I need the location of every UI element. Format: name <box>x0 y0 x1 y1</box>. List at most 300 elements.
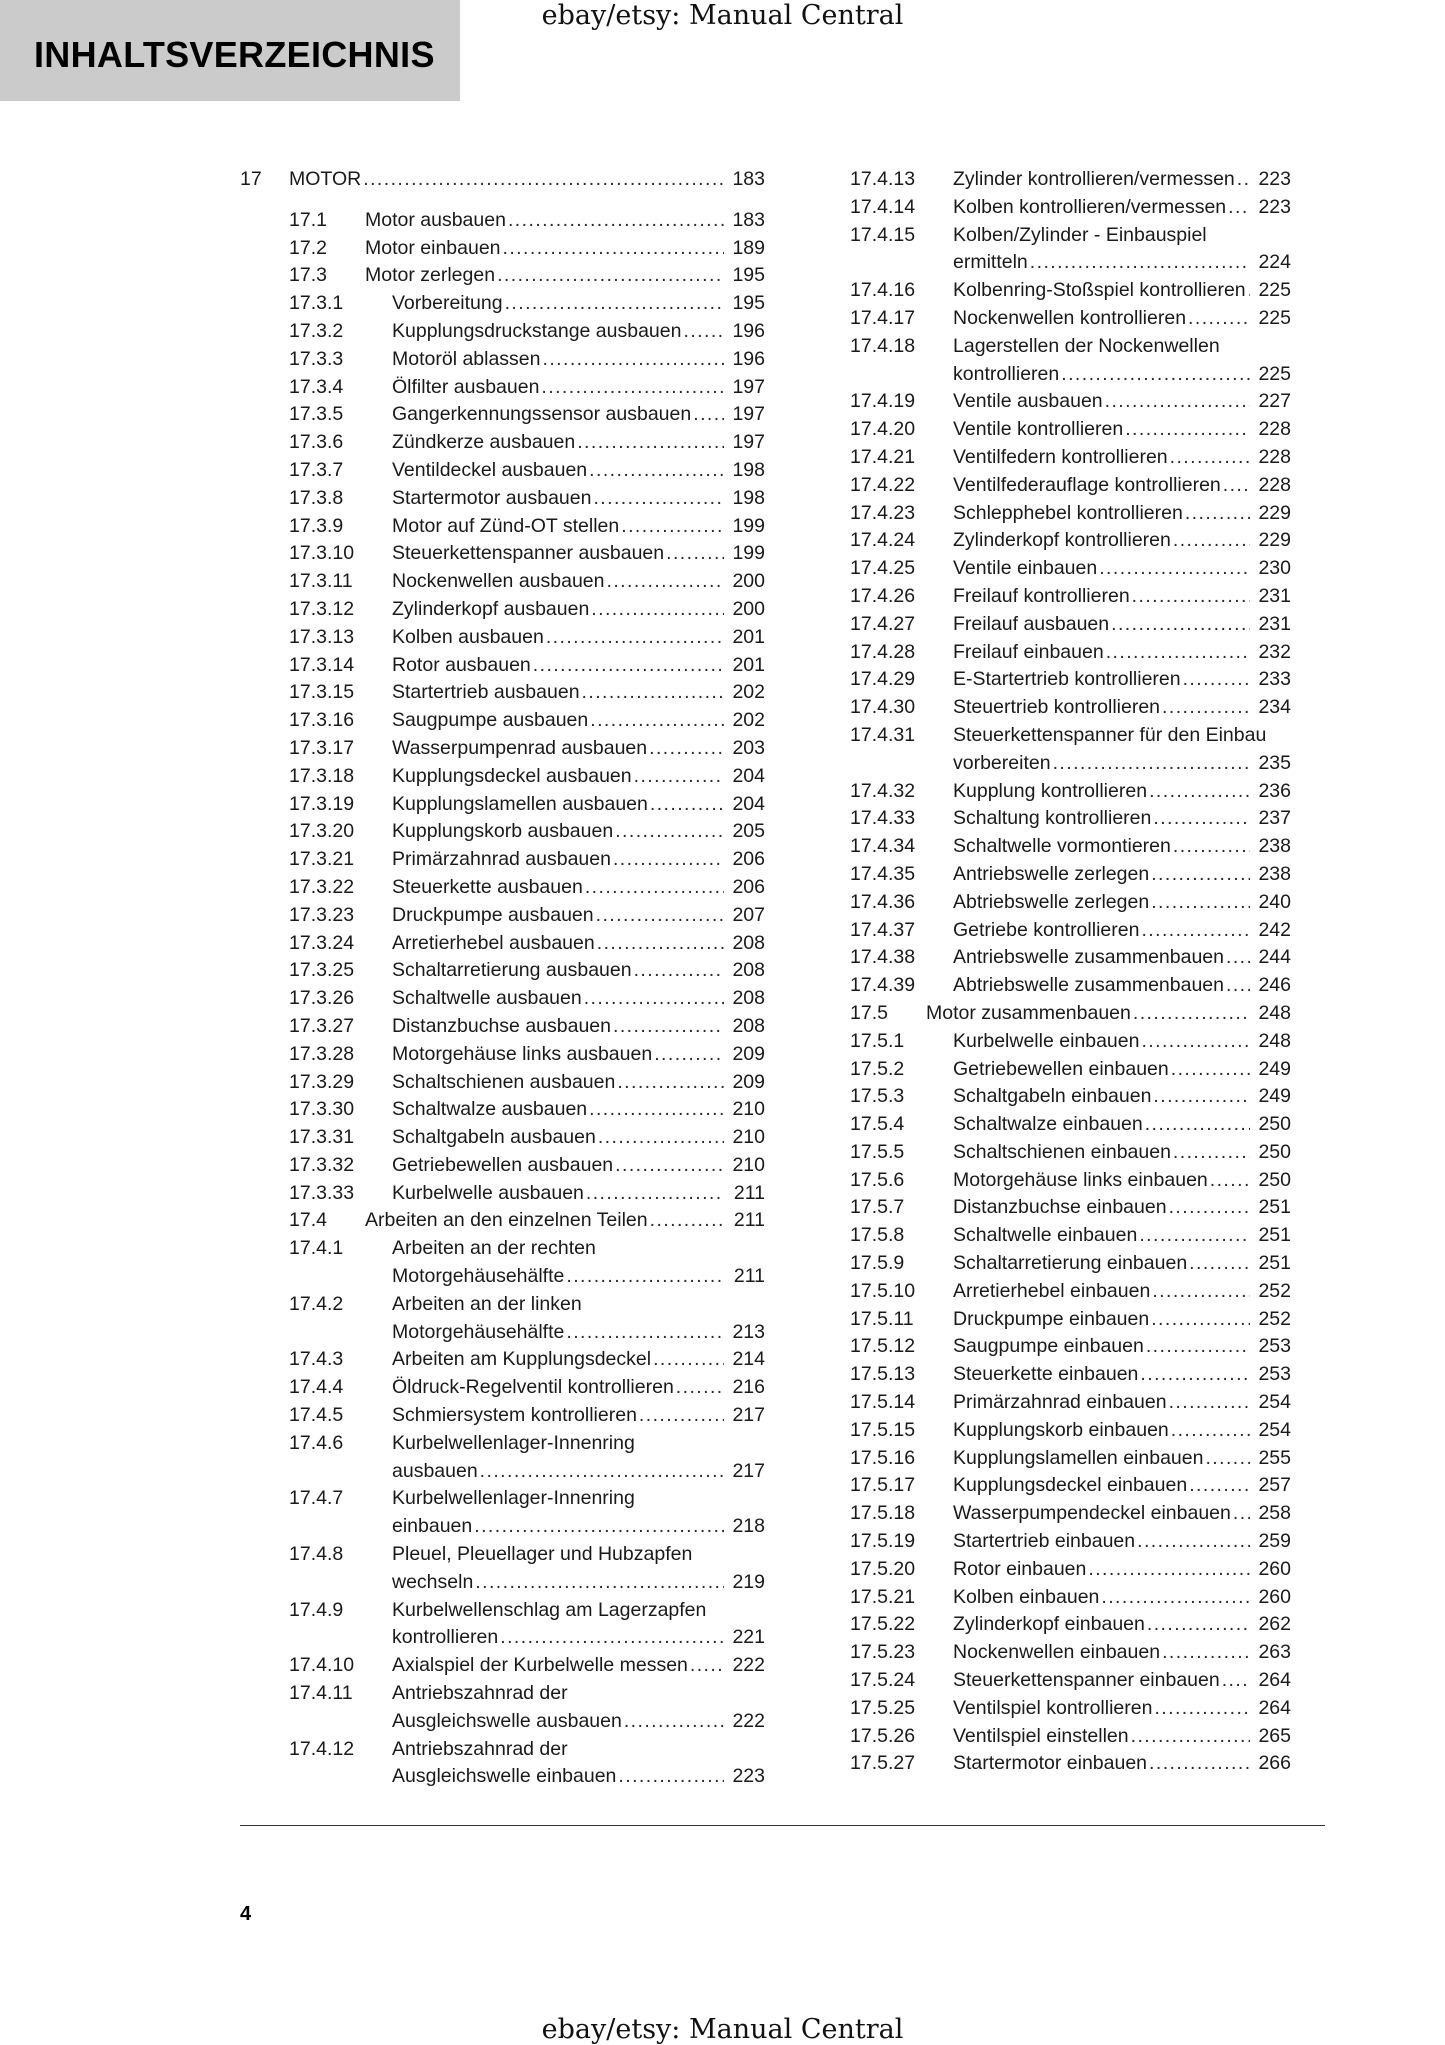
toc-entry-title: Ventilspiel kontrollieren <box>953 1696 1153 1719</box>
toc-entry-number: 17.3.5 <box>289 403 344 426</box>
toc-entry[interactable] <box>850 1611 1291 1639</box>
toc-entry-title: E-Startertrieb kontrollieren <box>953 668 1181 691</box>
toc-entry-last-line <box>392 985 765 1013</box>
dot-leader <box>639 1402 724 1430</box>
toc-entry[interactable] <box>240 818 765 846</box>
toc-entry[interactable] <box>240 1597 765 1653</box>
toc-entry-body <box>953 444 1291 472</box>
dot-leader <box>1151 889 1250 917</box>
toc-entry[interactable] <box>850 889 1291 917</box>
toc-entry[interactable] <box>850 1750 1291 1778</box>
toc-entry-title: Arbeiten an den einzelnen Teilen <box>365 1209 648 1232</box>
toc-entry[interactable] <box>240 1152 765 1180</box>
toc-entry-page: 208 <box>732 931 765 954</box>
toc-entry-last-line <box>365 1207 765 1235</box>
toc-entry-page: 237 <box>1258 807 1291 830</box>
toc-entry[interactable] <box>240 763 765 791</box>
toc-entry-page: 258 <box>1258 1502 1291 1525</box>
toc-entry[interactable] <box>850 1278 1291 1306</box>
toc-entry-page: 238 <box>1258 862 1291 885</box>
toc-entry-body <box>392 1430 765 1486</box>
toc-entry[interactable] <box>850 277 1291 305</box>
toc-entry[interactable] <box>850 1333 1291 1361</box>
dot-leader <box>693 401 724 429</box>
dot-leader <box>1105 388 1250 416</box>
toc-entry-title: Motor einbauen <box>365 236 501 259</box>
toc-entry-title: Axialspiel der Kurbelwelle messen <box>392 1654 688 1677</box>
dot-leader <box>546 624 724 652</box>
toc-entry-number: 17.3.33 <box>289 1181 355 1204</box>
toc-entry[interactable] <box>850 305 1291 333</box>
toc-entry[interactable] <box>850 1361 1291 1389</box>
toc-entry-number: 17.4.38 <box>850 946 916 969</box>
dot-leader <box>1088 1556 1250 1584</box>
toc-entry-number: 17.4.9 <box>289 1598 344 1621</box>
toc-entry-title: Druckpumpe ausbauen <box>392 903 594 926</box>
dot-leader <box>1106 639 1250 667</box>
toc-entry-page: 213 <box>732 1320 765 1343</box>
toc-entry[interactable] <box>850 1306 1291 1334</box>
dot-leader <box>1183 666 1250 694</box>
toc-entry[interactable] <box>850 1500 1291 1528</box>
toc-entry[interactable] <box>240 1069 765 1097</box>
toc-entry-page: 254 <box>1258 1418 1291 1441</box>
toc-entry-number: 17.5.8 <box>850 1224 905 1247</box>
toc-entry[interactable] <box>850 1695 1291 1723</box>
toc-entry-title-line: Kurbelwellenlager-Innenring <box>392 1487 635 1510</box>
toc-entry-title: Arbeiten am Kupplungsdeckel <box>392 1348 652 1371</box>
toc-entry-body <box>953 1584 1291 1612</box>
dot-leader <box>1149 778 1250 806</box>
toc-entry-last-line <box>953 1667 1291 1695</box>
toc-entry-page: 262 <box>1258 1613 1291 1636</box>
toc-entry-body <box>953 1445 1291 1473</box>
toc-entry-title: Öldruck-Regelventil kontrollieren <box>392 1376 674 1399</box>
toc-entry-title: Schaltarretierung einbauen <box>953 1252 1188 1275</box>
toc-entry-title: Kolben einbauen <box>953 1585 1100 1608</box>
toc-entry-body <box>365 235 765 263</box>
toc-entry-body <box>953 222 1291 278</box>
toc-entry-title: Antriebswelle zusammenbauen <box>953 946 1224 969</box>
toc-entry[interactable] <box>240 1541 765 1597</box>
toc-entry[interactable] <box>240 374 765 402</box>
toc-entry[interactable] <box>850 500 1291 528</box>
toc-entry[interactable] <box>850 1445 1291 1473</box>
toc-entry-title: Schaltwalze ausbauen <box>392 1098 588 1121</box>
toc-entry-number: 17.4.2 <box>289 1292 344 1315</box>
dot-leader <box>1131 1723 1250 1751</box>
toc-entry-title: Startertrieb einbauen <box>953 1530 1136 1553</box>
toc-entry[interactable] <box>240 985 765 1013</box>
dot-leader <box>1125 416 1250 444</box>
toc-entry-title: MOTOR <box>289 168 362 190</box>
toc-entry-page: 225 <box>1258 279 1291 302</box>
toc-entry-body <box>392 1124 765 1152</box>
toc-entry-number: 17.3.4 <box>289 375 344 398</box>
toc-entry-body <box>953 833 1291 861</box>
dot-leader <box>593 485 724 513</box>
toc-entry-title: Schaltschienen ausbauen <box>392 1070 616 1093</box>
toc-entry[interactable] <box>850 1000 1291 1028</box>
toc-entry[interactable] <box>850 778 1291 806</box>
toc-entry-number: 17.3.19 <box>289 792 355 815</box>
dot-leader <box>590 707 724 735</box>
toc-entry[interactable] <box>850 805 1291 833</box>
toc-entry-page: 231 <box>1258 584 1291 607</box>
toc-entry-body <box>953 1194 1291 1222</box>
toc-entry-page: 201 <box>732 625 765 648</box>
toc-entry-page: 198 <box>732 458 765 481</box>
toc-entry[interactable] <box>240 1180 765 1208</box>
dot-leader <box>1132 583 1250 611</box>
toc-entry[interactable] <box>850 1222 1291 1250</box>
toc-entry-body <box>392 290 765 318</box>
dot-leader <box>1140 1361 1250 1389</box>
toc-entry-page: 204 <box>732 764 765 787</box>
toc-entry[interactable] <box>850 527 1291 555</box>
toc-entry-body <box>392 1152 765 1180</box>
toc-entry-number: 17.4.23 <box>850 501 916 524</box>
toc-entry-page: 234 <box>1258 696 1291 719</box>
toc-entry[interactable] <box>850 1667 1291 1695</box>
toc-entry[interactable] <box>850 194 1291 222</box>
toc-entry-page: 217 <box>732 1459 765 1482</box>
toc-entry-page: 208 <box>732 959 765 982</box>
toc-entry[interactable] <box>850 917 1291 945</box>
toc-entry-last-line <box>953 444 1291 472</box>
toc-entry[interactable] <box>850 1250 1291 1278</box>
toc-entry-page: 251 <box>1258 1252 1291 1275</box>
toc-entry[interactable] <box>850 472 1291 500</box>
toc-entry-number: 17.3.31 <box>289 1126 355 1149</box>
toc-entry-page: 242 <box>1258 918 1291 941</box>
toc-entry[interactable] <box>240 235 765 263</box>
toc-entry[interactable] <box>240 318 765 346</box>
toc-entry[interactable] <box>850 1083 1291 1111</box>
toc-entry[interactable] <box>240 1402 765 1430</box>
toc-entry-title: Motoröl ablassen <box>392 347 541 370</box>
toc-entry[interactable] <box>850 1111 1291 1139</box>
toc-entry-title-line: Antriebszahnrad der <box>392 1682 568 1705</box>
toc-entry-body <box>392 679 765 707</box>
dot-leader <box>1141 1028 1250 1056</box>
dot-leader <box>1145 1111 1250 1139</box>
toc-entry[interactable] <box>850 444 1291 472</box>
toc-entry[interactable] <box>240 1207 765 1235</box>
toc-entry[interactable] <box>850 555 1291 583</box>
toc-entry[interactable] <box>240 290 765 318</box>
toc-entry[interactable] <box>240 1041 765 1069</box>
toc-entry-body <box>953 1528 1291 1556</box>
toc-entry[interactable] <box>850 944 1291 972</box>
dot-leader <box>1133 1000 1250 1028</box>
toc-entry-last-line <box>953 1389 1291 1417</box>
dot-leader <box>1173 833 1250 861</box>
toc-entry[interactable] <box>850 166 1291 194</box>
toc-entry-body <box>392 1541 765 1597</box>
toc-entry-body <box>392 707 765 735</box>
toc-entry[interactable] <box>240 568 765 596</box>
toc-entry[interactable] <box>240 346 765 374</box>
toc-entry[interactable] <box>240 846 765 874</box>
toc-entry-body <box>392 1652 765 1680</box>
dot-leader <box>1153 805 1250 833</box>
dot-leader <box>613 846 724 874</box>
toc-entry[interactable] <box>240 1096 765 1124</box>
dot-leader <box>497 262 724 290</box>
dot-leader <box>624 1708 724 1736</box>
toc-entry-number: 17.4 <box>289 1209 327 1232</box>
toc-entry[interactable] <box>240 902 765 930</box>
toc-entry-body <box>953 1250 1291 1278</box>
toc-entry-number: 17.4.17 <box>850 306 916 329</box>
toc-entry-last-line <box>953 194 1291 222</box>
toc-entry-body <box>953 1361 1291 1389</box>
toc-entry-last-line <box>392 818 765 846</box>
toc-entry[interactable] <box>240 1346 765 1374</box>
toc-entry-last-line <box>392 485 765 513</box>
dot-leader <box>1205 1445 1250 1473</box>
toc-entry[interactable] <box>240 930 765 958</box>
toc-entry-body <box>392 318 765 346</box>
toc-entry[interactable] <box>850 1056 1291 1084</box>
toc-entry[interactable] <box>240 429 765 457</box>
toc-entry[interactable] <box>240 596 765 624</box>
watermark-bottom: ebay/etsy: Manual Central <box>541 2014 904 2045</box>
dot-leader <box>634 957 724 985</box>
dot-leader <box>615 1152 724 1180</box>
toc-entry-body <box>392 1069 765 1097</box>
toc-entry[interactable] <box>240 679 765 707</box>
toc-entry[interactable] <box>850 861 1291 889</box>
toc-entry-title: Schaltwelle einbauen <box>953 1224 1138 1247</box>
toc-entry-page: 224 <box>1258 251 1291 274</box>
toc-entry-number: 17.4.6 <box>289 1431 344 1454</box>
dot-leader <box>585 874 724 902</box>
toc-entry-title: Schaltgabeln ausbauen <box>392 1126 596 1149</box>
toc-entry-number: 17.4.37 <box>850 918 916 941</box>
toc-entry-last-line <box>392 1708 765 1736</box>
toc-entry-number: 17.4.28 <box>850 640 916 663</box>
toc-entry-number: 17.5.22 <box>850 1613 916 1636</box>
toc-entry-page: 248 <box>1258 1001 1291 1024</box>
toc-entry[interactable] <box>850 1639 1291 1667</box>
toc-entry-title-line: Lagerstellen der Nockenwellen <box>953 334 1220 357</box>
toc-entry-last-line <box>953 1361 1291 1389</box>
toc-entry[interactable] <box>850 333 1291 389</box>
toc-entry-last-line <box>926 1000 1291 1028</box>
dot-leader <box>1210 1167 1250 1195</box>
toc-entry[interactable] <box>240 457 765 485</box>
toc-entry[interactable] <box>240 1013 765 1041</box>
dot-leader <box>1030 249 1250 277</box>
toc-entry[interactable] <box>240 1430 765 1486</box>
toc-entry[interactable] <box>850 1028 1291 1056</box>
toc-entry[interactable] <box>850 1194 1291 1222</box>
toc-entry-last-line <box>953 639 1291 667</box>
toc-entry-page: 195 <box>732 292 765 315</box>
toc-entry-number: 17.5.21 <box>850 1585 916 1608</box>
toc-entry-last-line <box>953 861 1291 889</box>
toc-entry-body <box>953 555 1291 583</box>
toc-entry-page: 254 <box>1258 1391 1291 1414</box>
toc-entry[interactable] <box>240 1374 765 1402</box>
toc-entry[interactable] <box>850 1723 1291 1751</box>
toc-entry-body <box>392 1736 765 1792</box>
toc-entry-page: 249 <box>1258 1057 1291 1080</box>
toc-entry[interactable] <box>850 611 1291 639</box>
dot-leader <box>650 791 724 819</box>
toc-entry[interactable] <box>850 722 1291 778</box>
toc-entry-title: Kupplungslamellen einbauen <box>953 1446 1204 1469</box>
toc-entry-title: Ventile ausbauen <box>953 390 1103 413</box>
toc-entry-page: 200 <box>732 570 765 593</box>
toc-entry-number: 17.3.1 <box>289 292 344 315</box>
toc-entry-body <box>953 1139 1291 1167</box>
toc-entry[interactable] <box>850 694 1291 722</box>
toc-entry[interactable] <box>240 207 765 235</box>
toc-entry[interactable] <box>850 388 1291 416</box>
page-number: 4 <box>240 1903 252 1925</box>
toc-entry[interactable] <box>240 1680 765 1736</box>
toc-entry-title: Schaltgabeln einbauen <box>953 1085 1152 1108</box>
toc-entry-number: 17.4.34 <box>850 835 916 858</box>
toc-entry-page: 266 <box>1258 1752 1291 1775</box>
toc-entry[interactable] <box>240 540 765 568</box>
toc-entry-title-line: Kurbelwellenschlag am Lagerzapfen <box>392 1598 707 1621</box>
toc-entry[interactable] <box>850 1167 1291 1195</box>
toc-entry-title: Getriebewellen einbauen <box>953 1057 1169 1080</box>
toc-entry-title: Schaltwelle vormontieren <box>953 835 1171 858</box>
toc-entry-last-line <box>953 1278 1291 1306</box>
toc-entry[interactable] <box>240 1485 765 1541</box>
toc-entry-title: Kupplungslamellen ausbauen <box>392 792 648 815</box>
toc-entry-title: Freilauf ausbauen <box>953 612 1110 635</box>
toc-entry-page: 264 <box>1258 1669 1291 1692</box>
toc-entry-last-line <box>953 1639 1291 1667</box>
toc-entry-number: 17 <box>240 168 262 190</box>
toc-entry-body <box>392 401 765 429</box>
toc-entry-number: 17.3.15 <box>289 681 355 704</box>
dot-leader <box>596 902 724 930</box>
toc-entry-body <box>392 791 765 819</box>
toc-entry-last-line <box>392 1513 765 1541</box>
toc-entry[interactable] <box>850 833 1291 861</box>
toc-entry[interactable] <box>850 1417 1291 1445</box>
toc-entry-title: Schaltung kontrollieren <box>953 807 1152 830</box>
toc-entry[interactable] <box>240 874 765 902</box>
dot-leader <box>1226 972 1250 1000</box>
toc-entry-last-line <box>953 361 1291 389</box>
toc-entry-number: 17.3.10 <box>289 542 355 565</box>
toc-entry-body <box>392 818 765 846</box>
toc-entry[interactable] <box>240 707 765 735</box>
toc-entry-last-line <box>953 1111 1291 1139</box>
toc-entry[interactable] <box>850 1389 1291 1417</box>
toc-entry-last-line <box>289 166 765 194</box>
toc-entry-body <box>953 1667 1291 1695</box>
toc-entry-last-line <box>953 416 1291 444</box>
toc-entry-body <box>365 207 765 235</box>
toc-entry[interactable] <box>240 1235 765 1291</box>
toc-entry[interactable] <box>240 652 765 680</box>
toc-entry[interactable] <box>240 513 765 541</box>
toc-entry[interactable] <box>240 624 765 652</box>
toc-entry-body <box>953 805 1291 833</box>
toc-entry-body <box>953 1417 1291 1445</box>
toc-entry-page: 217 <box>732 1404 765 1427</box>
toc-entry-number: 17.4.12 <box>289 1737 355 1760</box>
toc-entry-title: Ausgleichswelle ausbauen <box>392 1709 622 1732</box>
toc-entry[interactable] <box>850 1528 1291 1556</box>
toc-entry-page: 252 <box>1258 1307 1291 1330</box>
toc-entry-last-line <box>365 262 765 290</box>
toc-entry-number: 17.5.6 <box>850 1168 905 1191</box>
toc-entry[interactable] <box>240 1291 765 1347</box>
toc-entry[interactable] <box>240 1652 765 1680</box>
toc-entry-last-line <box>392 540 765 568</box>
toc-entry[interactable] <box>850 222 1291 278</box>
toc-entry-body <box>953 1028 1291 1056</box>
toc-entry-title: Kupplungskorb ausbauen <box>392 820 614 843</box>
dot-leader <box>613 1013 724 1041</box>
toc-entry-page: 197 <box>732 403 765 426</box>
toc-entry[interactable] <box>240 957 765 985</box>
dot-leader <box>589 457 724 485</box>
toc-entry[interactable] <box>850 1472 1291 1500</box>
dot-leader <box>508 207 724 235</box>
toc-entry-body <box>953 527 1291 555</box>
toc-entry-page: 195 <box>732 264 765 287</box>
toc-entry[interactable] <box>240 791 765 819</box>
toc-entry-body <box>392 624 765 652</box>
toc-entry-page: 222 <box>732 1709 765 1732</box>
toc-entry-number: 17.1 <box>289 208 327 231</box>
toc-entry[interactable] <box>240 1736 765 1792</box>
toc-entry[interactable] <box>240 166 765 194</box>
toc-entry-last-line <box>953 249 1291 277</box>
toc-entry-body <box>392 1013 765 1041</box>
toc-entry-body <box>289 166 765 194</box>
toc-entry[interactable] <box>240 401 765 429</box>
toc-entry[interactable] <box>850 639 1291 667</box>
toc-entry-title: Primärzahnrad einbauen <box>953 1391 1167 1414</box>
toc-entry[interactable] <box>240 262 765 290</box>
dot-leader <box>591 596 724 624</box>
toc-entry-body <box>392 652 765 680</box>
toc-entry-title: Nockenwellen einbauen <box>953 1641 1161 1664</box>
toc-entry-last-line <box>392 1402 765 1430</box>
toc-entry[interactable] <box>850 583 1291 611</box>
toc-entry[interactable] <box>240 735 765 763</box>
toc-entry-title: Kurbelwelle einbauen <box>953 1029 1140 1052</box>
toc-entry[interactable] <box>850 1584 1291 1612</box>
toc-entry[interactable] <box>850 666 1291 694</box>
toc-entry-title: Ventildeckel ausbauen <box>392 458 588 481</box>
toc-entry-last-line <box>953 1695 1291 1723</box>
toc-entry[interactable] <box>240 485 765 513</box>
toc-entry[interactable] <box>850 972 1291 1000</box>
toc-entry[interactable] <box>850 1556 1291 1584</box>
toc-entry[interactable] <box>850 416 1291 444</box>
toc-entry[interactable] <box>850 1139 1291 1167</box>
toc-entry-last-line <box>953 500 1291 528</box>
toc-entry-last-line <box>392 679 765 707</box>
toc-entry[interactable] <box>240 1124 765 1152</box>
toc-entry-page: 209 <box>732 1042 765 1065</box>
toc-entry-page: 238 <box>1258 835 1291 858</box>
toc-entry-title: Saugpumpe ausbauen <box>392 709 589 732</box>
